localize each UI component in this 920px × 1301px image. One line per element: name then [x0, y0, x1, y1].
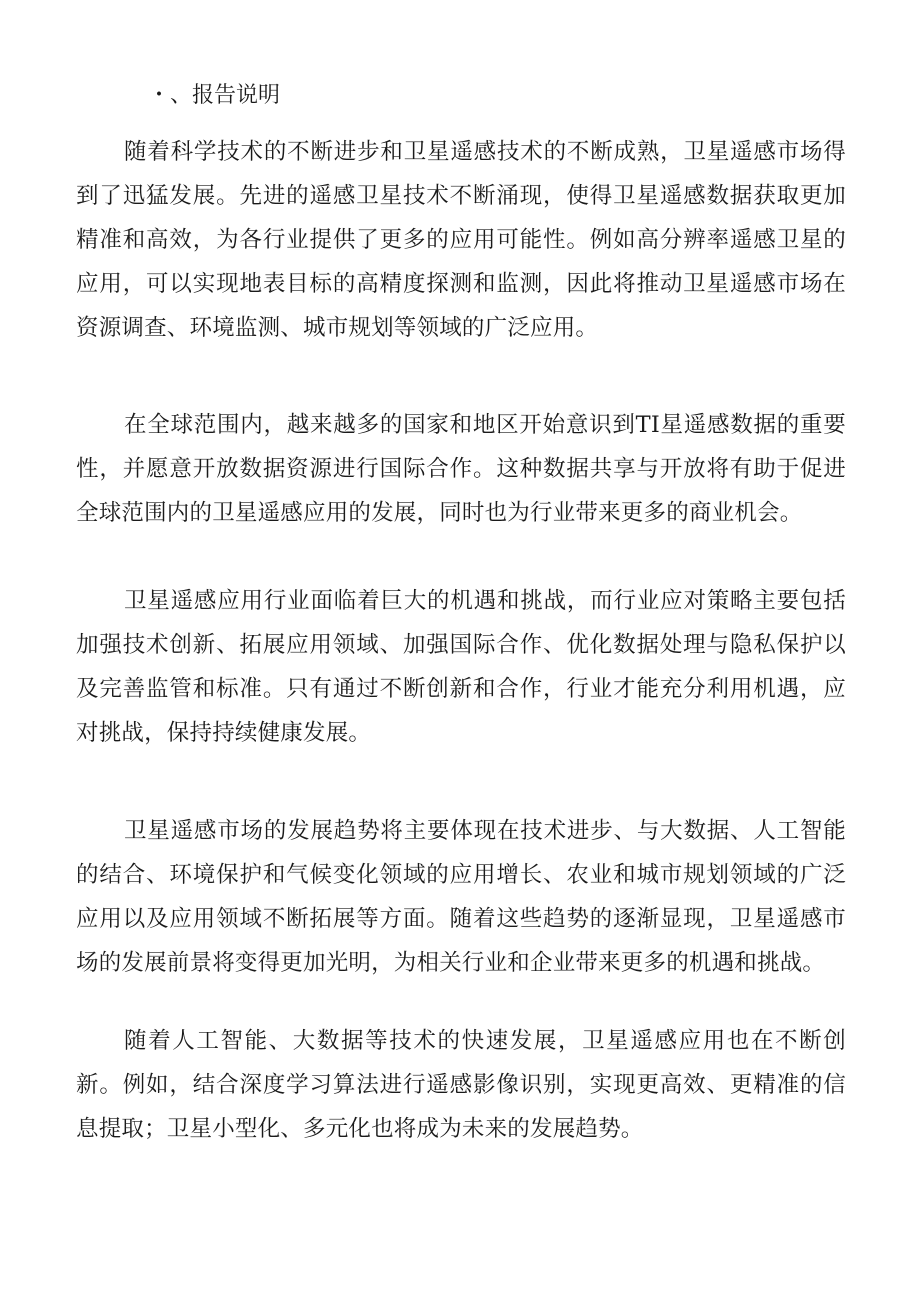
paragraph-4: 卫星遥感市场的发展趋势将主要体现在技术进步、与大数据、人工智能的结合、环境保护和气候变化领域的应用增长、农业和城市规划领域的广泛应用以及应用领域不断拓展等方面。随着这些趋势的逐渐显现，卫星遥感市场的发展前景将变得更加光明，为相关行业和企业带来更多的机遇和挑战。 [76, 818, 846, 976]
paragraph-2: 在全球范围内，越来越多的国家和地区开始意识到TI星遥感数据的重要性，并愿意开放数据资源进行国际合作。这种数据共享与开放将有助于促进全球范围内的卫星遥感应用的发展，同时也为行业带来更多的商业机会。 [76, 412, 846, 526]
paragraph-1: 随着科学技术的不断进步和卫星遥感技术的不断成熟，卫星遥感市场得到了迅猛发展。先进的遥感卫星技术不断涌现，使得卫星遥感数据获取更加精准和高效，为各行业提供了更多的应用可能性。例如高分辨率遥感卫星的应用，可以实现地表目标的高精度探测和监测，因此将推动卫星遥感市场在资源调查、环境监测、城市规划等领域的广泛应用。 [76, 139, 846, 341]
paragraph-5: 随着人工智能、大数据等技术的快速发展，卫星遥感应用也在不断创新。例如，结合深度学习算法进行遥感影像识别，实现更高效、更精准的信息提取；卫星小型化、多元化也将成为未来的发展趋势。 [76, 1028, 846, 1142]
paragraph-3: 卫星遥感应用行业面临着巨大的机遇和挑战，而行业应对策略主要包括加强技术创新、拓展应用领域、加强国际合作、优化数据处理与隐私保护以及完善监管和标准。只有通过不断创新和合作，行业才能充分利用机遇，应对挑战，保持持续健康发展。 [76, 588, 846, 746]
section-heading: ・、报告说明 [148, 83, 281, 108]
